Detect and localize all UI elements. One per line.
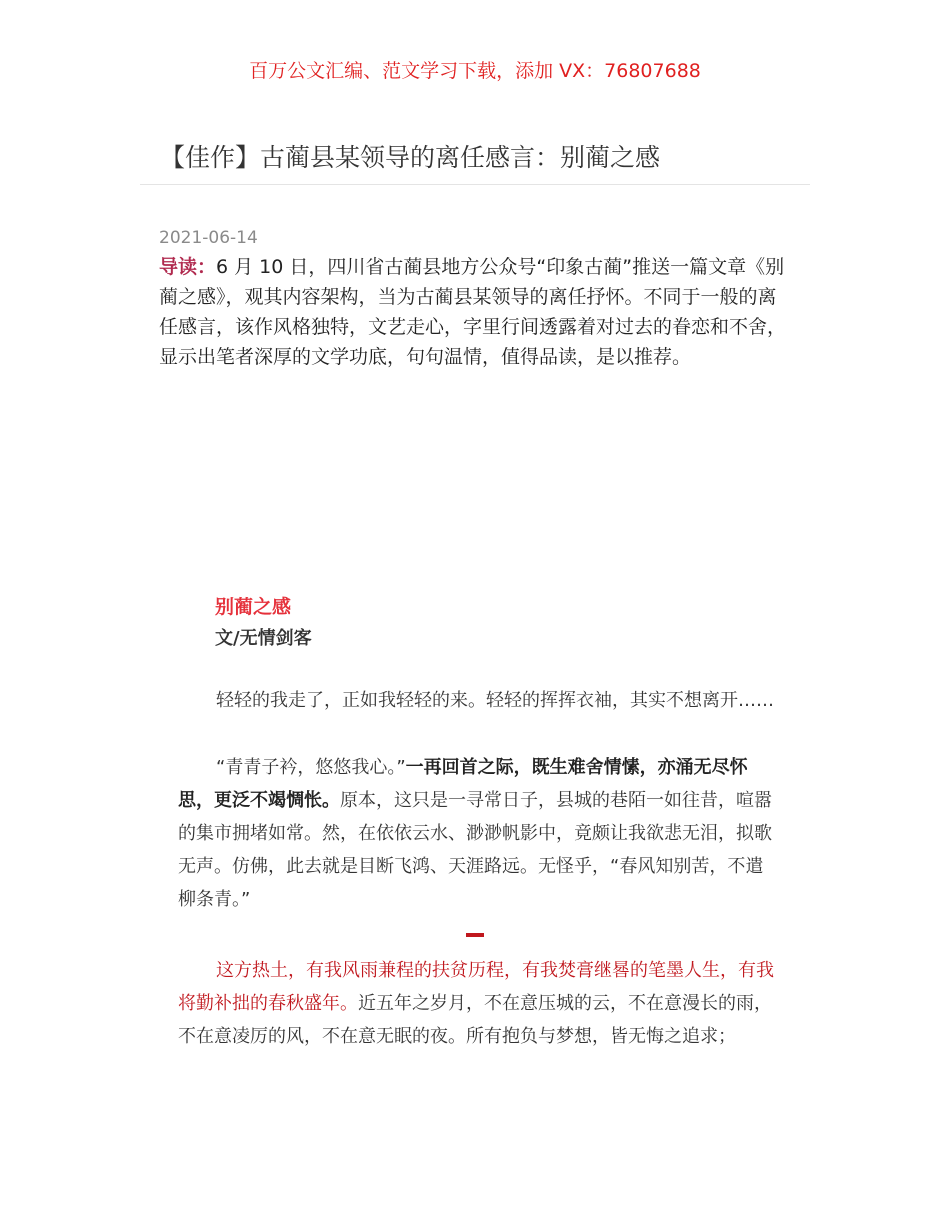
red-emphasis-text: 这方热土，有我风雨兼程的扶贫历程，有我焚膏继晷的笔墨人生，有我将勤补拙的春秋盛年。 [178, 960, 774, 1014]
section-number [466, 933, 467, 934]
section-number-mark [466, 933, 484, 937]
essay-paragraph-3 [178, 954, 774, 1053]
title-divider [140, 184, 810, 185]
emphasis-text: 一再回首之际，既生难舍情愫，亦涌无尽怀思，更泛不竭惆怅。 [178, 757, 748, 811]
article-title: 【佳作】古蔺县某领导的离任感言：别蔺之感 [160, 143, 661, 172]
essay-paragraph-1: 轻轻的我走了，正如我轻轻的来。轻轻的挥挥衣袖，其实不想离开…… [216, 690, 774, 711]
promo-banner: 百万公文汇编、范文学习下载，添加 VX：76807688 [249, 60, 701, 82]
lead-label: 导读： [159, 256, 217, 278]
paragraph-text: 原本，这只是一寻常日子，县城的巷陌一如往昔，喧嚣的集市拥堵如常。然，在依依云水、渺渺帆影中，竟颇让我欲悲无泪，拟歌无声。仿佛，此去就是目断飞鸿、天涯路远。无怪乎，“春风知别苦，不遣柳条青。” [178, 790, 772, 910]
essay-title: 别蔺之感 [215, 596, 292, 618]
lead-paragraph [159, 252, 791, 372]
essay-paragraph-2 [178, 751, 774, 916]
lead-text: 6 月 10 日，四川省古蔺县地方公众号“印象古蔺”推送一篇文章《别蔺之感》，观其内容架构，当为古蔺县某领导的离任抒怀。不同于一般的离任感言，该作风格独特，文艺走心，字里行间透露着对过去的眷恋和不舍，显示出笔者深厚的文学功底，句句温情，值得品读，是以推荐。 [159, 256, 787, 368]
paragraph-text: 近五年之岁月，不在意压城的云，不在意漫长的雨，不在意凌厉的风，不在意无眠的夜。所有抱负与梦想，皆无悔之追求； [178, 993, 772, 1047]
essay-author: 文/无情剑客 [215, 628, 312, 649]
poem-quote: “青青子衿，悠悠我心。” [216, 757, 406, 778]
publish-date: 2021-06-14 [159, 228, 258, 248]
